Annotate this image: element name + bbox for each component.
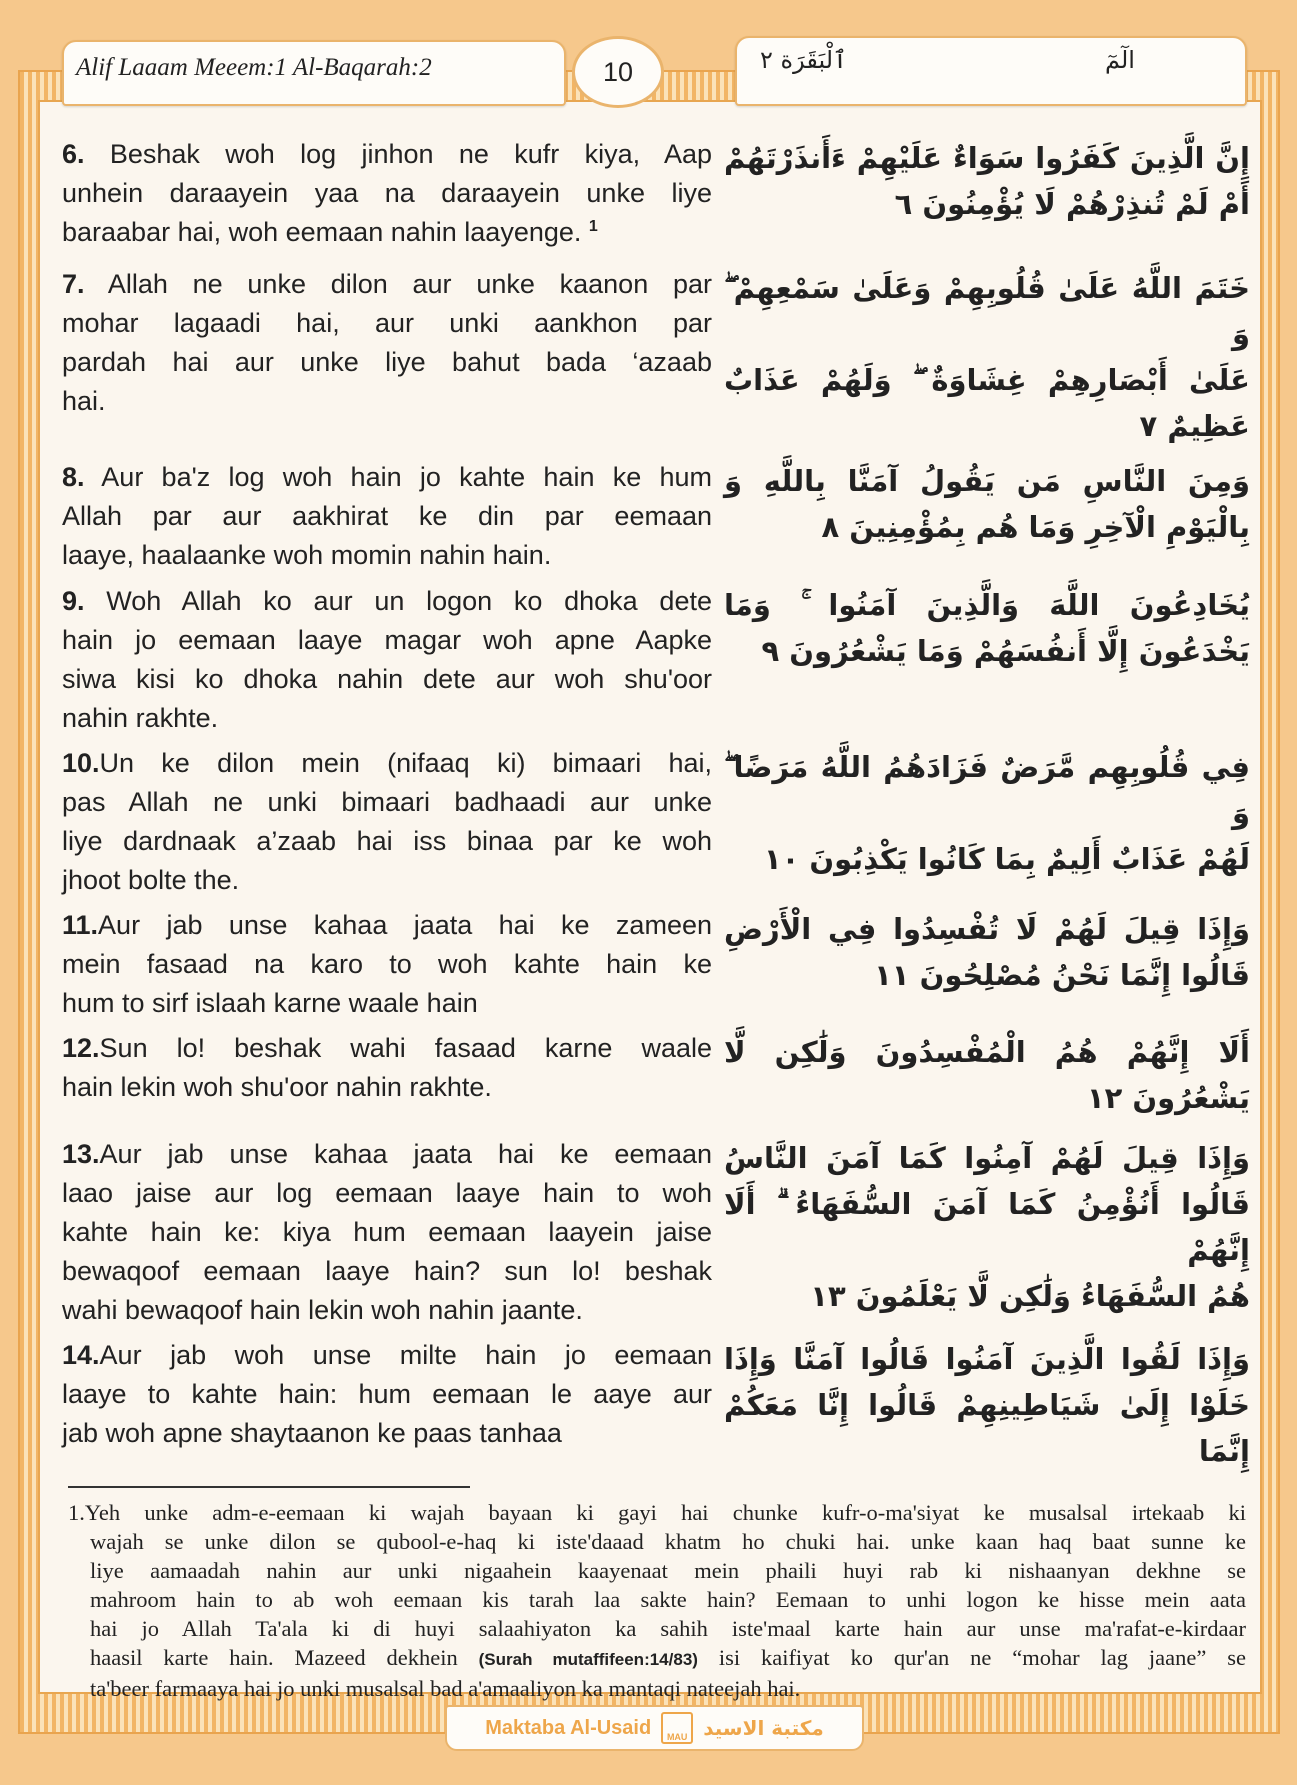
arabic-line: إِنَّ الَّذِينَ كَفَرُوا سَوَاءٌ عَلَيْهِمْ ءَأَنذَرْتَهُمْ [724,141,1250,175]
translation-line [62,458,712,497]
header-arabic-para: الٓمٓ [1105,46,1135,74]
verse-number: 14. [62,1340,100,1370]
publisher-name-arabic: مكتبة الاسيد [703,1716,824,1740]
translation-text: Beshak woh log jinhon ne kufr kiya, Aap [109,139,712,169]
translation-text: hai. [62,386,106,416]
arabic-line: قَالُوا أَنُؤْمِنُ كَمَا آمَنَ السُّفَهَاءُ ۗ أَلَا إِنَّهُمْ [724,1187,1250,1267]
footnote-line: wajah se unke dilon se qubool-e-haq ki iste'daaad khatm ho chuki hai. unke kaan haq baat sunne ke [90,1529,1246,1554]
arabic-line: وَإِذَا قِيلَ لَهُمْ لَا تُفْسِدُوا فِي الْأَرْضِ [724,912,1250,946]
translation-text: unhein daraayein yaa na daraayein unke liye [62,178,712,208]
verse-arabic [724,744,1250,882]
translation-line [62,1135,712,1174]
translation-line [62,660,712,699]
translation-text: Aur jab unse kahaa jaata hai ke zameen [98,910,712,940]
arabic-line: وَمِنَ النَّاسِ مَن يَقُولُ آمَنَّا بِاللَّهِ وَ [724,464,1250,498]
translation-line [62,174,712,213]
translation-text: Allah par aur aakhirat ke din par eemaan [62,501,712,531]
translation-line [62,906,712,945]
arabic-line: خَتَمَ اللَّهُ عَلَىٰ قُلُوبِهِمْ وَعَلَىٰ سَمْعِهِمْ ۖ وَ [724,271,1250,351]
translation-text: mohar lagaadi hai, aur unki aankhon par [62,308,712,338]
verse-arabic [724,135,1250,227]
translation-line [62,1336,712,1375]
footnote-text: haasil karte hain. Mazeed dekhein [90,1645,479,1670]
arabic-line: أَلَا إِنَّهُمْ هُمُ الْمُفْسِدُونَ وَلَٰكِن لَّا [724,1035,1250,1069]
footnote [68,1498,1246,1703]
page-number: 10 [572,36,664,108]
translation-text: Allah ne unke dilon aur unke kaanon par [107,269,712,299]
verse-number: 13. [62,1139,100,1169]
translation-text: wahi bewaqoof hain lekin woh nahin jaante. [62,1295,583,1325]
verse-translation [62,1135,712,1330]
translation-text: laaye, haalaanke woh momin nahin hain. [62,540,552,570]
footnote-line: mahroom hain to ab woh eemaan kis tarah laa sakte hain? Eemaan to unhi logon ke hisse mein aata [90,1587,1246,1612]
footnote-line: ta'beer farmaaya hai jo unki musalsal bad a'amaaliyon ka mantaqi nateejah hai. [90,1676,801,1701]
verse-number: 12. [62,1033,100,1063]
translation-text: Sun lo! beshak wahi fasaad karne waale [99,1033,712,1063]
translation-line [62,1375,712,1414]
verse-number: 9. [62,586,85,616]
translation-text: pardah hai aur unke liye bahut bada ‘azaab [62,347,712,377]
arabic-line: عَظِيمٌ ٧ [1139,409,1250,443]
verse-number: 8. [62,462,85,492]
translation-text: jab woh apne shaytaanon ke paas tanhaa [62,1418,562,1448]
translation-line [62,699,712,738]
translation-line [62,1252,712,1291]
verse-translation [62,265,712,421]
arabic-line: خَلَوْا إِلَىٰ شَيَاطِينِهِمْ قَالُوا إِنَّا مَعَكُمْ إِنَّمَا [724,1388,1250,1468]
publisher-footer [445,1705,864,1751]
publisher-name: Maktaba Al-Usaid [485,1716,652,1739]
translation-line [62,536,712,575]
verse-number: 7. [62,269,85,299]
translation-line [62,343,712,382]
translation-line [62,945,712,984]
footnote-line: liye aamaadah nahin aur unki nigaahein kaayenaat mein phaili huyi rab ki nishaanyan dekhne se [90,1558,1246,1583]
verse-arabic [724,582,1250,674]
verse-translation [62,458,712,575]
translation-text: Aur jab unse kahaa jaata hai ke eemaan [99,1139,712,1169]
arabic-line: هُمُ السُّفَهَاءُ وَلَٰكِن لَّا يَعْلَمُونَ ١٣ [810,1279,1250,1313]
arabic-line: فِي قُلُوبِهِم مَّرَضٌ فَزَادَهُمُ اللَّهُ مَرَضًا ۖ وَ [724,750,1250,830]
arabic-line: لَهُمْ عَذَابٌ أَلِيمٌ بِمَا كَانُوا يَكْذِبُونَ ١٠ [763,842,1250,876]
arabic-line: يَشْعُرُونَ ١٢ [1086,1081,1250,1115]
translation-line [62,497,712,536]
footnote-text: isi kaifiyat ko qur'an ne “mohar lag jaane” se [697,1645,1246,1670]
translation-text: Un ke dilon mein (nifaaq ki) bimaari hai, [99,748,712,778]
publisher-logo-icon: MAU [661,1712,693,1744]
translation-text: hum to sirf islaah karne waale hain [62,988,478,1018]
verse-number: 6. [62,139,85,169]
verse-translation [62,1029,712,1107]
translation-text: pas Allah ne unki bimaari badhaadi aur unke [62,787,712,817]
footnote-divider [68,1486,470,1488]
arabic-line: بِالْيَوْمِ الْآخِرِ وَمَا هُم بِمُؤْمِنِينَ ٨ [821,510,1250,544]
arabic-line: وَإِذَا قِيلَ لَهُمْ آمِنُوا كَمَا آمَنَ النَّاسُ [724,1141,1250,1175]
translation-line [62,265,712,304]
verse-translation [62,582,712,738]
verse-translation [62,906,712,1023]
verse-number: 11. [62,910,99,940]
translation-text: Aur jab woh unse milte hain jo eemaan [99,1340,712,1370]
verse-arabic [724,1336,1250,1474]
footnote-ref-marker[interactable]: 1 [588,218,598,235]
translation-line [62,984,712,1023]
verse-translation [62,1336,712,1453]
translation-text: hain lekin woh shu'oor nahin rakhte. [62,1072,492,1102]
translation-line [62,783,712,822]
translation-text: jhoot bolte the. [62,865,240,895]
translation-line [62,304,712,343]
arabic-line: يَخْدَعُونَ إِلَّا أَنفُسَهُمْ وَمَا يَشْعُرُونَ ٩ [761,634,1250,668]
arabic-line: يُخَادِعُونَ اللَّهَ وَالَّذِينَ آمَنُوا ۚ وَمَا [724,588,1250,622]
translation-text: kahte hain ke: kiya hum eemaan laayein jaise [62,1217,712,1247]
translation-line [62,135,712,174]
translation-text: nahin rakhte. [62,703,219,733]
translation-line [62,582,712,621]
translation-text: Woh Allah ko aur un logon ko dhoka dete [106,586,712,616]
translation-line [62,213,712,252]
footnote-line [68,1643,1246,1674]
translation-text: mein fasaad na karo to woh kahte hain ke [62,949,712,979]
translation-line [62,1414,712,1453]
translation-line [62,744,712,783]
verse-arabic [724,458,1250,550]
translation-text: laaye to kahte hain: hum eemaan le aaye aur [62,1379,712,1409]
arabic-line: وَإِذَا لَقُوا الَّذِينَ آمَنُوا قَالُوا آمَنَّا وَإِذَا [724,1342,1250,1376]
translation-text: baraabar hai, woh eemaan nahin laayenge. [62,217,582,247]
arabic-line: قَالُوا إِنَّمَا نَحْنُ مُصْلِحُونَ ١١ [874,958,1250,992]
translation-line [62,1174,712,1213]
translation-line [62,1029,712,1068]
translation-text: siwa kisi ko dhoka nahin dete aur woh shu'oor [62,664,712,694]
header-title: Alif Laaam Meeem:1 Al-Baqarah:2 [76,54,432,81]
translation-line [62,382,712,421]
verse-number: 10. [62,748,100,778]
translation-line [62,1068,712,1107]
translation-line [62,822,712,861]
verse-arabic [724,906,1250,998]
footnote-reference: (Surah mutaffifeen:14/83) [478,1650,698,1669]
header-arabic-surah: ٱلْبَقَرَة ٢ [760,46,848,74]
verse-arabic [724,1135,1250,1319]
footnote-line: 1.Yeh unke adm-e-eemaan ki wajah bayaan ki gayi hai chunke kufr-o-ma'siyat ke musalsal irtekaab ki [68,1500,1246,1525]
translation-text: Aur ba'z log woh hain jo kahte hain ke hum [101,462,712,492]
verse-arabic [724,265,1250,449]
verse-translation [62,744,712,900]
verse-translation [62,135,712,252]
translation-text: liye dardnaak a’zaab hai iss binaa par ke woh [62,826,712,856]
translation-line [62,1213,712,1252]
translation-line [62,861,712,900]
translation-line [62,1291,712,1330]
arabic-line: أَمْ لَمْ تُنذِرْهُمْ لَا يُؤْمِنُونَ ٦ [894,187,1250,221]
verse-arabic [724,1029,1250,1121]
translation-text: hain jo eemaan laaye magar woh apne Aapke [62,625,712,655]
footnote-line: hai jo Allah Ta'ala ki di huyi salaahiyaton ka sahih iste'maal karte hain aur unse ma'rafat-e-kirdaar [90,1616,1246,1641]
translation-text: laao jaise aur log eemaan laaye hain to woh [62,1178,712,1208]
arabic-line: عَلَىٰ أَبْصَارِهِمْ غِشَاوَةٌ ۖ وَلَهُمْ عَذَابٌ [724,363,1250,397]
translation-text: bewaqoof eemaan laaye hain? sun lo! beshak [62,1256,712,1286]
translation-line [62,621,712,660]
